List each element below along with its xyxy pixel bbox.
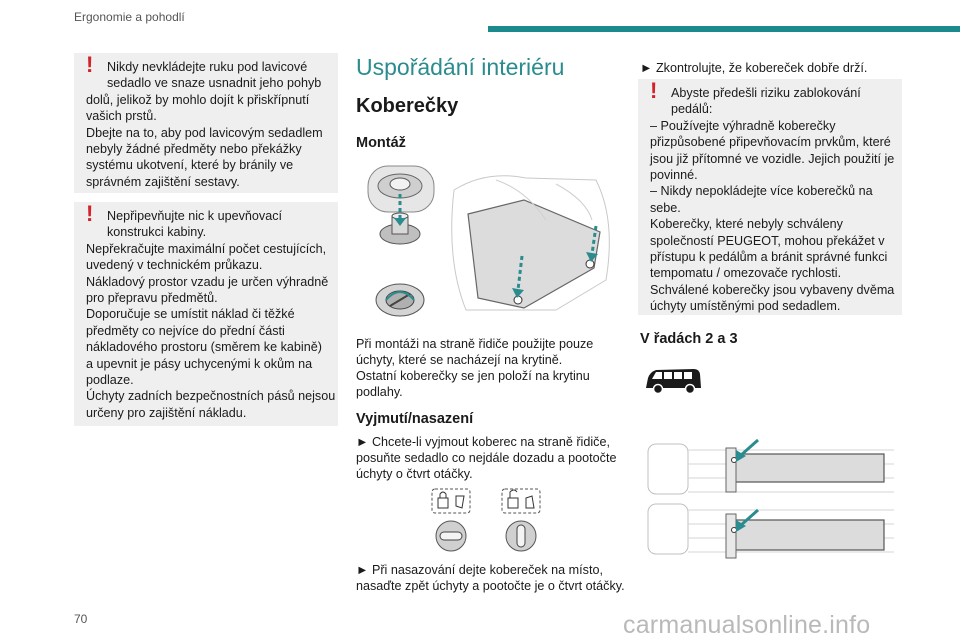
rear-rows-mat-illustration <box>644 434 896 558</box>
rows-heading: V řadách 2 a 3 <box>640 331 738 347</box>
exclamation-icon: ! <box>86 52 94 77</box>
montaz-line: Při montáži na straně řidiče použijte pouze <box>356 337 594 351</box>
vyjmuti-line: nasaďte zpět úchyty a pootočte je o čtvrt otáčky. <box>356 579 625 593</box>
locked-clip <box>432 489 470 551</box>
warning-line: Abyste předešli riziku zablokování <box>671 86 861 100</box>
warning-line: tempomatu / omezovače rychlosti. <box>650 266 842 281</box>
warning-line: pedálů: <box>671 102 713 117</box>
warning-line: pro přepravu předmětů. <box>86 291 218 306</box>
exclamation-icon: ! <box>650 78 658 103</box>
subsection-title: Koberečky <box>356 95 459 117</box>
warning-line: Dbejte na to, aby pod lavicovým sedadlem <box>86 125 323 140</box>
warning-line: nákladového prostoru (směrem ke kabině) <box>86 340 322 355</box>
warning-line: sedadlo ve snaze usnadnit jeho pohyb <box>107 76 322 91</box>
warning-line: Úchyty zadních bezpečnostních pásů nejsou <box>86 389 336 404</box>
warning-line: vašich prstů. <box>86 109 157 124</box>
van-icon <box>644 366 702 396</box>
warning-line: nebyly žádné předměty nebo překážky <box>86 142 302 157</box>
warning-line: Nepřipevňujte nic k upevňovací <box>107 209 283 223</box>
montaz-line: podlahy. <box>356 385 403 399</box>
watermark: carmanualsonline.info <box>623 611 871 639</box>
warning-line: předměty co nejvíce do přední části <box>86 323 285 338</box>
lock-unlock-illustration <box>428 488 558 558</box>
section-title: Uspořádání interiéru <box>356 54 565 80</box>
clip-detail-top <box>368 166 434 212</box>
running-header: Ergonomie a pohodlí <box>74 10 185 24</box>
warning-line: systému ukotvení, které by bránily ve <box>86 158 294 173</box>
warning-line: správném zajištění sestavy. <box>86 174 240 189</box>
exclamation-icon: ! <box>86 201 94 226</box>
warning-line: konstrukci kabiny. <box>107 225 207 240</box>
vyjmuti-line: posuňte sedadlo co nejdále dozadu a pootočte <box>356 451 617 465</box>
montaz-heading: Montáž <box>356 135 406 151</box>
warning-line: přístupu k pedálům a bránit správné funkci <box>650 250 888 265</box>
warning-line: Nikdy nevkládejte ruku pod lavicové <box>107 60 308 74</box>
warning-line: Doporučuje se umístit náklad či těžké <box>86 307 295 322</box>
warning-line: podlaze. <box>86 373 134 388</box>
warning-line: Schválené koberečky jsou vybaveny dvěma <box>650 282 895 297</box>
vyjmuti-line: ► Chcete-li vyjmout koberec na straně řidiče, <box>356 435 610 449</box>
warning-line: Nepřekračujte maximální počet cestujících, <box>86 241 327 256</box>
clip-detail-bottom <box>376 284 424 316</box>
warning-line: určeny pro zajištění nákladu. <box>86 405 247 420</box>
warning-box-cargo <box>74 202 338 426</box>
warning-line: uvedený v technickém průkazu. <box>86 258 263 273</box>
warning-box-pedals <box>638 79 902 315</box>
warning-line: Koberečky, které nebyly schváleny <box>650 217 843 232</box>
floor-mat-mounting-illustration <box>356 160 616 320</box>
warning-line: sebe. <box>650 200 681 215</box>
header-accent-bar <box>488 26 960 32</box>
vyjmuti-line: ► Při nasazování dejte kobereček na místo, <box>356 563 603 577</box>
warning-line: společností PEUGEOT, mohou překážet v <box>650 233 885 248</box>
page-number: 70 <box>74 612 88 626</box>
floor-mat-row-3 <box>726 514 884 558</box>
montaz-line: úchyty, které se nacházejí na krytině. <box>356 353 563 367</box>
unlocked-clip <box>502 489 540 551</box>
vyjmuti-heading: Vyjmutí/nasazení <box>356 411 474 427</box>
floor-mat-row-2 <box>726 448 884 492</box>
warning-line: – Používejte výhradně koberečky <box>650 118 836 133</box>
warning-line: jsou již přítomné ve vozidle. Jejich použití je <box>650 151 895 166</box>
warning-line: Nákladový prostor vzadu je určen výhradně <box>86 274 329 289</box>
warning-line: přizpůsobené připevňovacím prvkům, které <box>650 135 891 150</box>
warning-line: dolů, jelikož by mohlo dojít k přiskřípnutí <box>86 92 310 107</box>
warning-line: úchyty umístěnými pod sedadlem. <box>650 299 841 314</box>
vyjmuti-line: úchyty o čtvrt otáčky. <box>356 467 473 481</box>
montaz-line: Ostatní koberečky se jen položí na krytinu <box>356 369 590 383</box>
floor-mat-drawing <box>452 176 610 310</box>
warning-line: povinné. <box>650 168 698 183</box>
warning-box-hands <box>74 53 338 193</box>
warning-line: a upevnit je pásy uchycenými k okům na <box>86 356 313 371</box>
check-line: ► Zkontrolujte, že kobereček dobře drží. <box>640 61 868 75</box>
warning-line: – Nikdy nepokládejte více koberečků na <box>650 184 873 199</box>
